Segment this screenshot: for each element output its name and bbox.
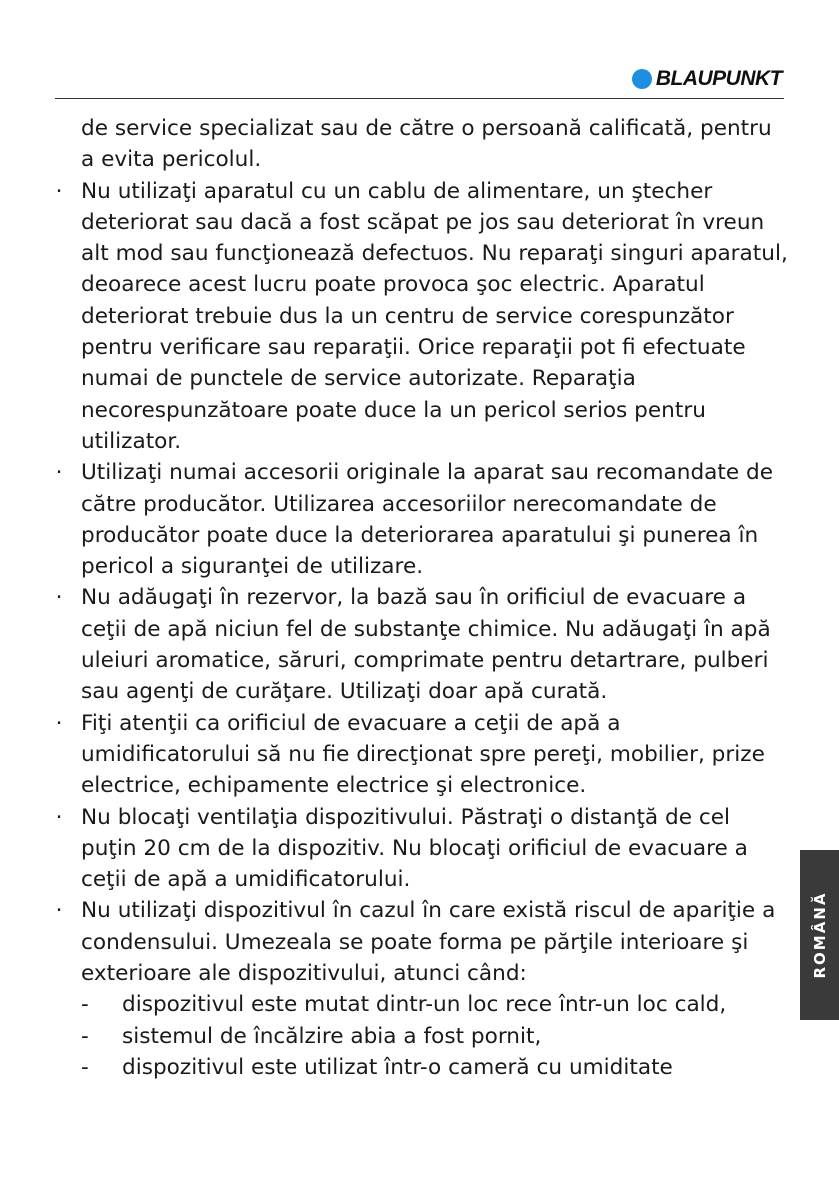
- bullet-text: Fiţi atenţii ca orificiul de evacuare a ceţii de apă a umidificatorului să nu fie direcţionat spre pereţi, mobilier, prize electrice, echipamente electrice şi electronice.: [81, 710, 765, 799]
- bullet-mark: ·: [55, 460, 63, 486]
- bullet-item: [50, 708, 790, 802]
- page-header: [55, 60, 784, 99]
- language-tab: [800, 850, 839, 1020]
- sub-list-text: dispozitivul este mutat dintr-un loc rece într-un loc cald,: [122, 992, 727, 1018]
- brand-logo: [632, 67, 782, 91]
- dash-mark: -: [81, 992, 89, 1018]
- bullet-item: [50, 802, 790, 896]
- bullet-mark: ·: [55, 178, 63, 204]
- brand-name: BLAUPUNKT: [655, 67, 782, 90]
- bullet-text: Nu utilizaţi aparatul cu un cablu de alimentare, un ştecher deteriorat sau dacă a fost scăpat pe jos sau deteriorat în vreun alt mod sau funcţionează defectuos. Nu reparaţi singuri aparatul, deoarece acest lucru poate provoca şoc electric. Aparatul deteriorat trebuie dus la un centru de service corespunzător pentru verificare sau reparaţii. Orice reparaţii pot fi efectuate numai de punctele de service autorizate. Reparaţia necorespunzătoare poate duce la un pericol serios pentru utilizator.: [81, 178, 788, 454]
- bullet-item: [50, 582, 790, 707]
- bullet-mark: ·: [55, 710, 63, 736]
- sub-list-item: [50, 1052, 790, 1083]
- bullet-mark: ·: [55, 585, 63, 611]
- safety-instructions: [50, 113, 790, 1083]
- brand-dot-icon: [632, 69, 652, 89]
- bullet-item: [50, 176, 790, 458]
- dash-mark: -: [81, 1023, 89, 1049]
- bullet-item: [50, 895, 790, 989]
- sub-list-text: sistemul de încălzire abia a fost pornit,: [122, 1023, 542, 1049]
- dash-mark: -: [81, 1054, 89, 1080]
- bullet-text: Nu blocaţi ventilaţia dispozitivului. Păstraţi o distanţă de cel puţin 20 cm de la dispozitiv. Nu blocaţi orificiul de evacuare a ceţii de apă a umidificatorului.: [81, 804, 748, 893]
- bullet-text: Nu utilizaţi dispozitivul în cazul în care există riscul de apariţie a condensului. Umezeala se poate forma pe părţile interioare şi exterioare ale dispozitivului, atunci când:: [81, 898, 776, 987]
- continued-paragraph: de service specializat sau de către o persoană calificată, pentru a evita pericolul.: [81, 116, 772, 173]
- bullet-mark: ·: [55, 898, 63, 924]
- sub-list-item: [50, 1021, 790, 1052]
- sub-list-item: [50, 989, 790, 1020]
- sub-list-text: dispozitivul este utilizat într-o cameră cu umiditate: [122, 1054, 673, 1080]
- bullet-text: Utilizaţi numai accesorii originale la aparat sau recomandate de către producător. Utilizarea accesoriilor nerecomandate de producător poate duce la deteriorarea aparatului şi punerea în pericol a siguranţei de utilizare.: [81, 460, 774, 580]
- language-tab-label: ROMÂNĂ: [810, 891, 829, 979]
- bullet-mark: ·: [55, 804, 63, 830]
- bullet-text: Nu adăugaţi în rezervor, la bază sau în orificiul de evacuare a ceţii de apă niciun fel de substanţe chimice. Nu adăugaţi în apă uleiuri aromatice, săruri, comprimate pentru detartrare, pulberi sau agenţi de curăţare. Utilizaţi doar apă curată.: [81, 585, 771, 705]
- bullet-item: [50, 457, 790, 582]
